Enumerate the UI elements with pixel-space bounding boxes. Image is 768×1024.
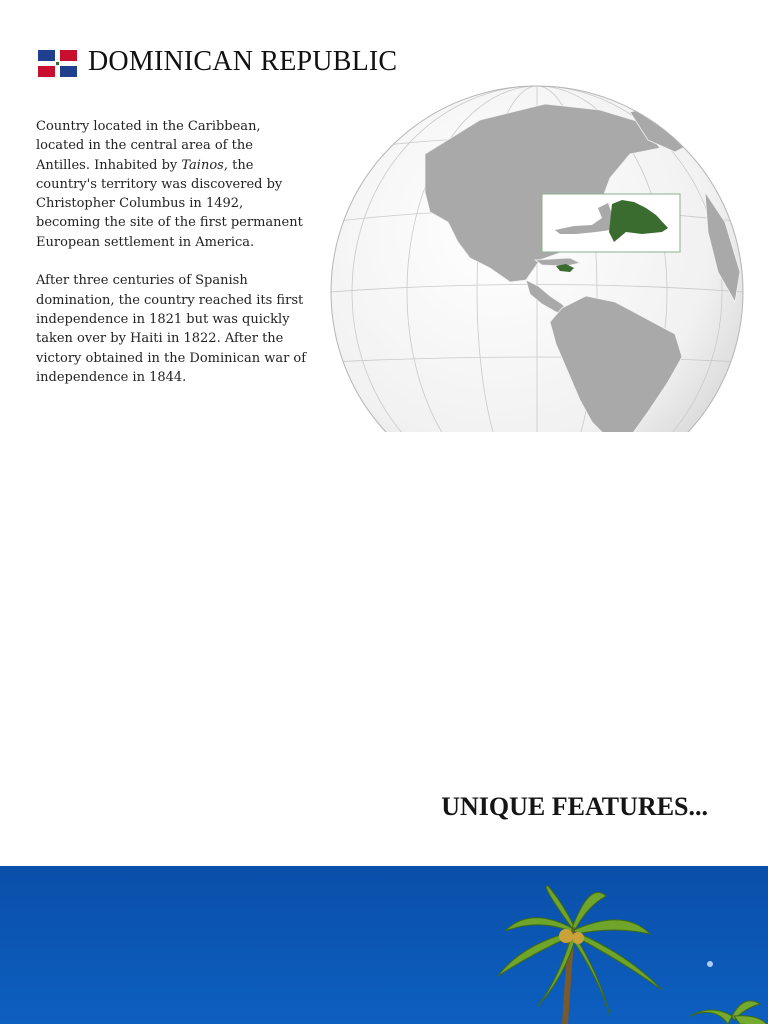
intro-p1-text-b: , the country's territory was discovered by Christopher Columbus in 1492, becoming the site of the first permanent European settlement in America. bbox=[36, 157, 303, 250]
dominican-republic-flag-icon bbox=[38, 50, 77, 77]
page-title: DOMINICAN REPUBLIC bbox=[88, 46, 398, 77]
tainos-italic: Tainos bbox=[181, 157, 224, 173]
intro-paragraph-1 bbox=[36, 117, 308, 252]
globe-map-image bbox=[330, 82, 744, 432]
section-heading: UNIQUE FEATURES... bbox=[441, 792, 708, 821]
palm-beach-image bbox=[0, 866, 768, 1024]
intro-text bbox=[36, 117, 308, 406]
intro-paragraph-2: After three centuries of Spanish domination, the country reached its first independence in 1821 but was quickly taken over by Haiti in 1822. After the victory obtained in the Dominican war of independence in 1844. bbox=[36, 273, 307, 385]
intro-p1-text-a: Country located in the Caribbean, located in the central area of the Antilles. Inhabited by bbox=[36, 119, 261, 173]
